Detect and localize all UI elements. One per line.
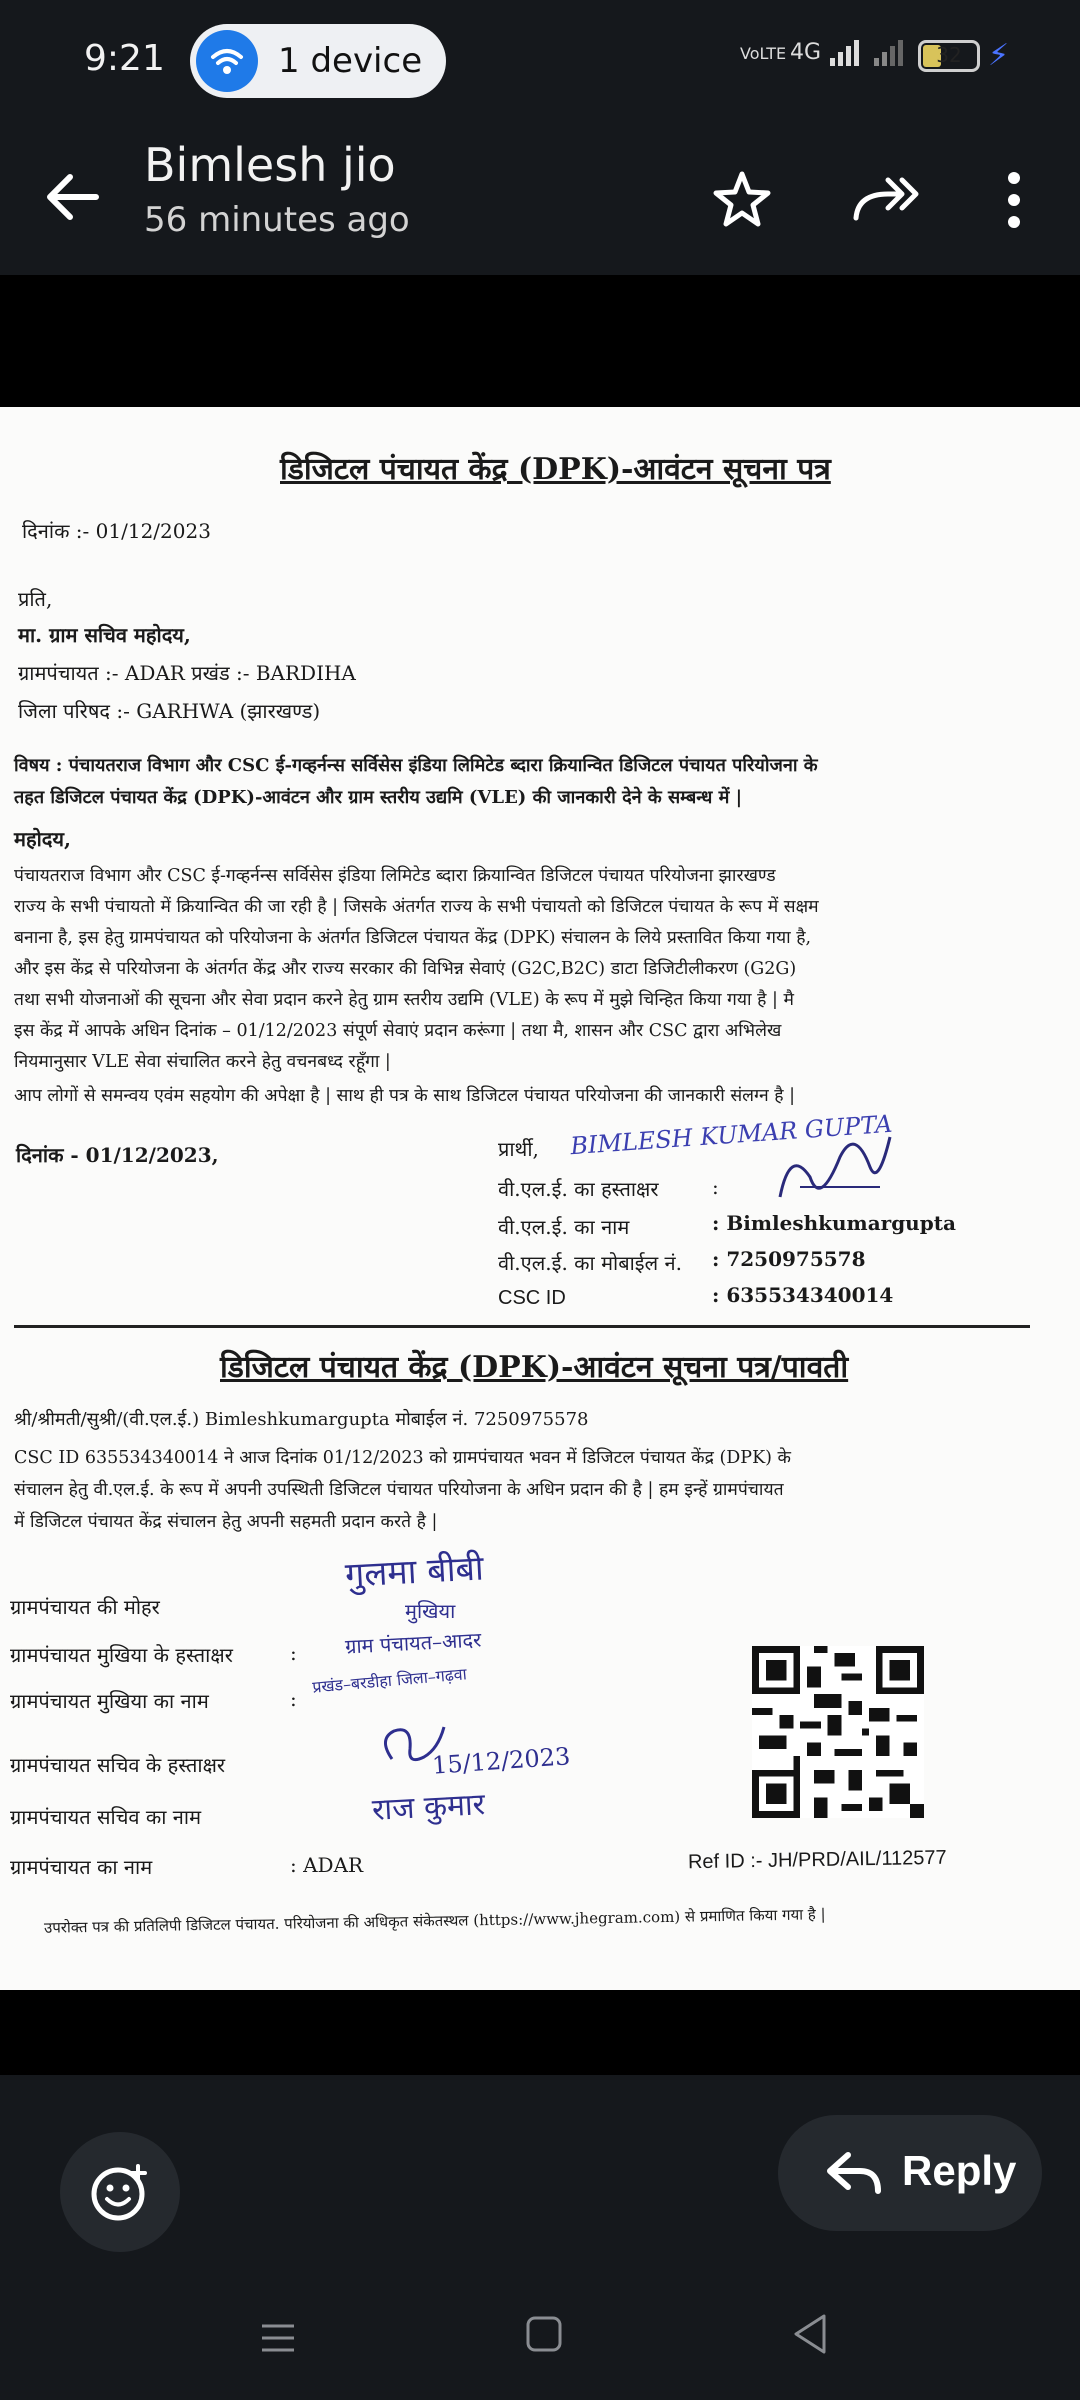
- footer-note: उपरोक्त पत्र की प्रतिलिपी डिजिटल पंचायत. परियोजना की अधिकृत संकेतस्थल (https://www.jhegram.com) से प्रमाणित किया गया है |: [43, 1905, 826, 1937]
- reply-label: Reply: [902, 2147, 1017, 2194]
- body-line: तथा सभी योजनाओं की सूचना और सेवा प्रदान करने हेतु ग्राम स्तरीय उद्यमि (VLE) के रूप में मुझे चिन्हित किया गया है | मै: [14, 990, 794, 1010]
- body-line: बनाना है, इस हेतु ग्रामपंचायत को परियोजना के अंतर्गत डिजिटल पंचायत केंद्र (DPK) संचालन के लिये प्रस्तावित किया गया है,: [14, 928, 812, 948]
- network-type-label: 4G: [790, 40, 822, 65]
- stamp-name: गुलमा बीबी: [344, 1548, 485, 1596]
- hotspot-label: 1 device: [278, 41, 423, 81]
- body-line: पंचायतराज विभाग और CSC ई-गव्हर्नन्स सर्विसेस इंडिया लिमिटेड ब्दारा क्रियान्वित डिजिटल पंचायत परियोजना झारखण्ड: [14, 866, 776, 886]
- addressee: मा. ग्राम सचिव महोदय,: [18, 623, 191, 647]
- more-vert-icon[interactable]: [990, 164, 1038, 236]
- head-name-label: ग्रामपंचायत मुखिया का नाम: [10, 1689, 209, 1713]
- panchayat-line: ग्रामपंचायत :- ADAR प्रखंड :- BARDIHA: [18, 661, 356, 685]
- forward-all-icon[interactable]: [850, 170, 922, 230]
- applicant-label: प्रार्थी,: [498, 1137, 539, 1161]
- image-letterbox-top: [0, 275, 1080, 407]
- document-title: डिजिटल पंचायत केंद्र (DPK)-आवंटन सूचना पत्र: [280, 452, 831, 487]
- date-line: दिनांक :- 01/12/2023: [22, 519, 211, 543]
- add-reaction-icon[interactable]: [60, 2132, 180, 2252]
- secretary-date: 15/12/2023: [431, 1742, 572, 1780]
- to-line: प्रति,: [18, 587, 53, 611]
- secretary-sign-label: ग्रामपंचायत सचिव के हस्ताक्षर: [10, 1753, 226, 1777]
- colon: :: [290, 1641, 297, 1665]
- head-sign-label: ग्रामपंचायत मुखिया के हस्ताक्षर: [10, 1643, 233, 1667]
- app-bar: [0, 120, 1080, 275]
- home-icon[interactable]: [524, 2314, 564, 2354]
- status-icons: [740, 38, 1040, 78]
- clock: 9:21: [84, 38, 165, 79]
- body-line: राज्य के सभी पंचायतो में क्रियान्वित की जा रही है | जिसके अंतर्गत राज्य के सभी पंचायतो को डिजिटल पंचायत के रूप में सक्षम: [14, 897, 819, 917]
- signal-4g-icon: [790, 38, 918, 68]
- csc-label: CSC ID: [498, 1287, 566, 1309]
- vle-signature: [760, 1107, 900, 1217]
- image-letterbox-bottom: [0, 1990, 1080, 2075]
- vle-name: : Bimleshkumargupta: [712, 1211, 956, 1235]
- receipt-line: में डिजिटल पंचायत केंद्र संचालन हेतु अपनी सहमती प्रदान करते है |: [14, 1512, 438, 1532]
- date-bottom: दिनांक - 01/12/2023,: [16, 1143, 219, 1167]
- district-line: जिला परिषद :- GARHWA (झारखण्ड): [18, 699, 321, 723]
- body-line: इस केंद्र में आपके अधिन दिनांक – 01/12/2023 संपूर्ण सेवाएं प्रदान करूंगा | तथा मै, शासन और CSC द्वारा अभिलेख: [14, 1021, 782, 1041]
- stamp-block: प्रखंड–बरडीहा जिला–गढ़वा: [311, 1664, 468, 1697]
- reply-icon: [824, 2145, 884, 2201]
- body-line: और इस केंद्र से परियोजना के अंतर्गत केंद्र और राज्य सरकार की विभिन्न सेवाएं (G2C,B2C) डाटा डिजिटीलीकरण (G2G): [14, 959, 797, 979]
- stamp-village: ग्राम पंचायत–आदर: [344, 1627, 482, 1659]
- cooperation-line: आप लोगों से समन्वय एवंम सहयोग की अपेक्षा है | साथ ही पत्र के साथ डिजिटल पंचायत परियोजना की जानकारी संलग्न है |: [14, 1086, 795, 1106]
- seal-label: ग्रामपंचायत की मोहर: [10, 1595, 160, 1619]
- ref-id: Ref ID :- JH/PRD/AIL/112577: [687, 1846, 947, 1874]
- vle-name-label: वी.एल.ई. का नाम: [498, 1215, 630, 1239]
- salutation: महोदय,: [14, 827, 71, 851]
- colon: :: [290, 1687, 297, 1711]
- battery-icon: [918, 40, 980, 72]
- stamp-designation: मुखिया: [405, 1599, 456, 1623]
- back-icon[interactable]: [790, 2312, 830, 2356]
- charging-icon: ⚡: [988, 38, 1010, 73]
- vle-sign-label: वी.एल.ई. का हस्ताक्षर: [498, 1177, 659, 1201]
- subject-line-1: विषय : पंचायतराज विभाग और CSC ई-गव्हर्नन्स सर्विसेस इंडिया लिमिटेड ब्दारा क्रियान्वित डिजिटल पंचायत परियोजना के: [14, 755, 818, 776]
- body-line: नियमानुसार VLE सेवा संचालित करने हेतु वचनबध्द रहूँगा |: [14, 1052, 391, 1072]
- chat-title: Bimlesh jio: [144, 138, 396, 192]
- document-image[interactable]: [0, 407, 1080, 1990]
- divider: [14, 1325, 1030, 1328]
- qr-code: [752, 1643, 924, 1821]
- secretary-name: राज कुमार: [371, 1787, 486, 1828]
- subject-line-2: तहत डिजिटल पंचायत केंद्र (DPK)-आवंटन और ग्राम स्तरीय उद्यमि (VLE) की जानकारी देने के सम्बन्ध में |: [14, 787, 743, 808]
- receipt-title: डिजिटल पंचायत केंद्र (DPK)-आवंटन सूचना पत्र/पावती: [220, 1350, 849, 1385]
- wifi-hotspot-icon: [196, 30, 258, 92]
- panchayat-name-label: ग्रामपंचायत का नाम: [10, 1855, 153, 1879]
- vle-mobile: : 7250975578: [712, 1247, 866, 1271]
- status-bar: [0, 0, 1080, 120]
- star-icon[interactable]: [710, 168, 774, 232]
- secretary-name-label: ग्रामपंचायत सचिव का नाम: [10, 1805, 202, 1829]
- vle-mobile-label: वी.एल.ई. का मोबाईल नं.: [498, 1251, 683, 1275]
- applicant-handwritten: BIMLESH KUMAR GUPTA: [569, 1109, 894, 1161]
- colon: :: [712, 1175, 719, 1199]
- battery-level: 32: [936, 43, 962, 67]
- receipt-line: संचालन हेतु वी.एल.ई. के रूप में अपनी उपस्थिती डिजिटल पंचायत परियोजना के अधिन प्रदान की है | हम इन्हें ग्रामपंचायत: [14, 1480, 784, 1500]
- message-time: 56 minutes ago: [144, 200, 410, 240]
- receipt-name-line: श्री/श्रीमती/सुश्री/(वी.एल.ई.) Bimleshkumargupta मोबाईल नं. 7250975578: [14, 1409, 589, 1430]
- reply-button[interactable]: [778, 2115, 1042, 2231]
- hotspot-chip[interactable]: [190, 24, 446, 98]
- recents-icon[interactable]: [258, 2318, 298, 2358]
- csc-id: : 635534340014: [712, 1283, 894, 1307]
- panchayat-name: : ADAR: [290, 1853, 364, 1877]
- volte-icon: VoLTE: [740, 44, 787, 63]
- receipt-line: CSC ID 635534340014 ने आज दिनांक 01/12/2023 को ग्रामपंचायत भवन में डिजिटल पंचायत केंद्र (DPK) के: [14, 1448, 791, 1468]
- back-arrow-icon[interactable]: [38, 162, 108, 232]
